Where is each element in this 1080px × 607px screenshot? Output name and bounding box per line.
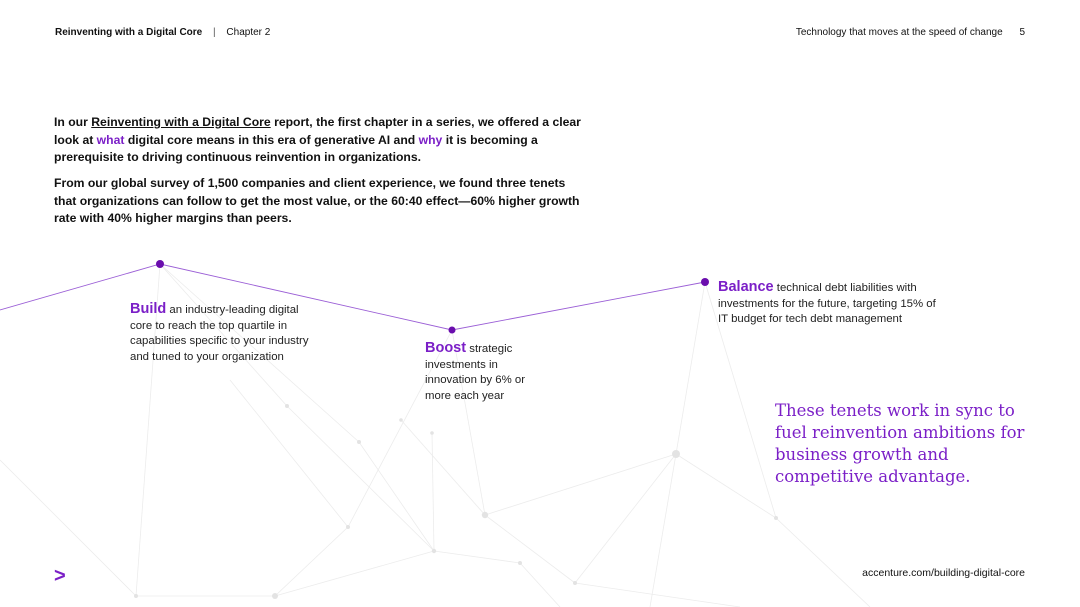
tenet-keyword: Balance [718, 279, 774, 295]
report-link[interactable]: Reinventing with a Digital Core [91, 115, 271, 129]
tenet-timeline [0, 260, 709, 334]
boost-node [449, 327, 456, 334]
tenet-description: an industry-leading digital core to reach the top quartile in capabilities specific to your industry and tuned to your organization [130, 304, 309, 363]
tenet-keyword: Boost [425, 340, 467, 356]
document-title: Reinventing with a Digital Core [55, 27, 203, 38]
header-left [55, 27, 270, 38]
intro-text: In our [54, 115, 92, 129]
intro-text: it is becoming a prerequisite to driving continuous reinvention in organizations. [54, 132, 538, 164]
accenture-chevron-icon: > [54, 565, 66, 587]
balance-node [701, 278, 709, 286]
header-right [796, 27, 1025, 38]
build-node [156, 260, 164, 268]
tenet-description: strategic investments in innovation by 6% or more each year [425, 343, 526, 402]
intro-text: digital core means in this era of generative AI and [124, 132, 419, 147]
tenet-boost [425, 341, 545, 404]
tenet-balance [718, 280, 938, 328]
footer-url-link[interactable]: accenture.com/building-digital-core [862, 567, 1025, 579]
intro-paragraph-1 [54, 114, 584, 167]
header-separator: | [213, 27, 216, 38]
background-network-nodes [134, 404, 778, 599]
timeline-line [0, 264, 705, 330]
tenet-build [130, 302, 320, 365]
chapter-label: Chapter 2 [226, 27, 271, 38]
tenet-keyword: Build [130, 301, 167, 317]
intro-text: report, the first chapter in a series, we offered a clear look at [54, 115, 581, 147]
section-title: Technology that moves at the speed of change [795, 27, 1003, 38]
pull-quote: These tenets work in sync to fuel reinvention ambitions for business growth and competitive advantage. [775, 401, 1025, 486]
page-number: 5 [1019, 27, 1025, 38]
intro-paragraph-2: From our global survey of 1,500 companies and client experience, we found three tenets that organizations can follow to get the most value, or the 60:40 effect—60% higher growth rate with 40% higher margins than peers. [54, 176, 580, 225]
highlight-what: what [96, 132, 125, 147]
tenet-description: technical debt liabilities with investments for the future, targeting 15% of IT budget for tech debt management [718, 282, 936, 325]
highlight-why: why [418, 132, 443, 147]
